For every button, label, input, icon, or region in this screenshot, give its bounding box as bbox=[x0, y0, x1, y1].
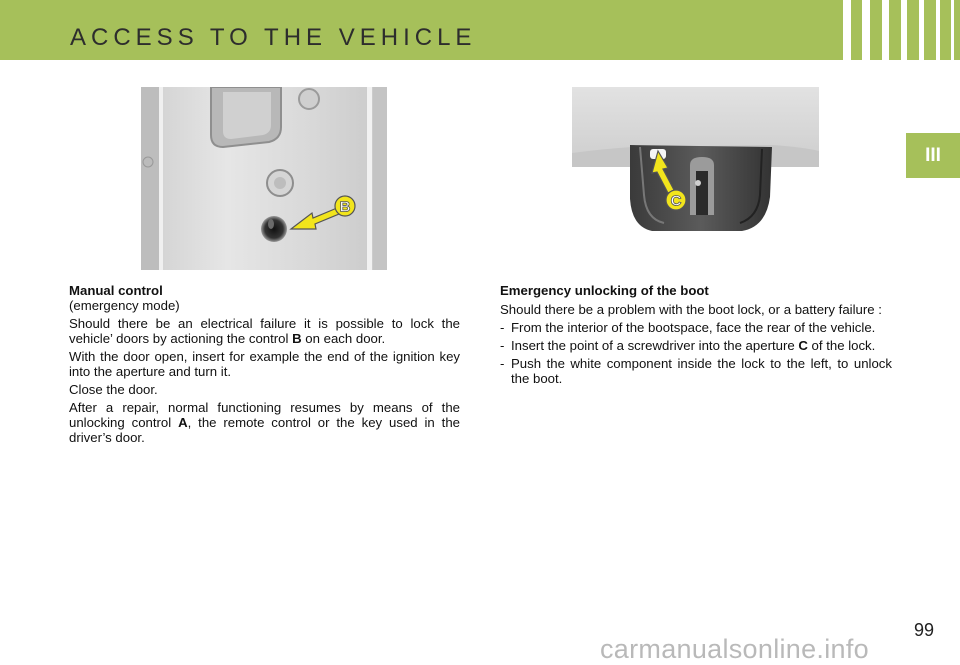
header-band bbox=[0, 0, 960, 60]
list-item-text: From the interior of the bootspace, face the rear of the vehicle. bbox=[511, 320, 876, 335]
header-stripe bbox=[862, 0, 870, 60]
header-stripe bbox=[901, 0, 907, 60]
text-run: Insert the point of a screwdriver into the aperture bbox=[511, 338, 799, 353]
control-letter: C bbox=[798, 338, 808, 353]
page-title: ACCESS TO THE VEHICLE bbox=[70, 24, 477, 51]
header-stripe bbox=[936, 0, 940, 60]
control-letter: A bbox=[178, 415, 188, 430]
header-stripe bbox=[882, 0, 889, 60]
header-stripe bbox=[919, 0, 924, 60]
door-lock-photo bbox=[141, 87, 387, 270]
text-run: of the lock. bbox=[807, 338, 876, 353]
header-stripe bbox=[951, 0, 954, 60]
chapter-tab[interactable]: III bbox=[906, 133, 960, 178]
list-item bbox=[500, 320, 892, 335]
boot-lock-photo bbox=[572, 87, 819, 232]
list-item-text bbox=[511, 338, 892, 353]
list-dash: - bbox=[500, 320, 505, 335]
header-stripe bbox=[843, 0, 851, 60]
paragraph: Should there be a problem with the boot lock, or a battery failure : bbox=[500, 302, 882, 317]
section-subheading: (emergency mode) bbox=[69, 298, 180, 313]
paragraph: With the door open, insert for example the end of the ignition key into the aperture and turn it. bbox=[69, 349, 460, 379]
text-run: Should there be an electrical failure it is possible to lock the vehicle’ doors by actioning the control bbox=[69, 316, 460, 346]
list-dash: - bbox=[500, 356, 505, 371]
list-item-text: Push the white component inside the lock to the left, to unlock the boot. bbox=[511, 356, 892, 386]
callout-b-label: B bbox=[339, 198, 351, 216]
section-heading: Emergency unlocking of the boot bbox=[500, 283, 709, 298]
text-run: on each door. bbox=[301, 331, 386, 346]
paragraph bbox=[69, 400, 460, 445]
callout-c-label: C bbox=[670, 192, 682, 210]
manual-control-section bbox=[69, 283, 460, 448]
control-letter: B bbox=[292, 331, 302, 346]
text-run: , the remote control or the key used in the driver’s door. bbox=[69, 415, 460, 445]
list-item bbox=[500, 338, 892, 353]
emergency-unlocking-section bbox=[500, 283, 892, 389]
paragraph: Close the door. bbox=[69, 382, 158, 397]
text-run: After a repair, normal functioning resumes by means of the unlocking control bbox=[69, 400, 460, 430]
watermark[interactable]: carmanualsonline.info bbox=[600, 634, 869, 664]
section-heading: Manual control bbox=[69, 283, 163, 298]
list-dash: - bbox=[500, 338, 505, 353]
list-item bbox=[500, 356, 892, 386]
paragraph bbox=[69, 316, 460, 346]
page-number: 99 bbox=[914, 620, 935, 640]
